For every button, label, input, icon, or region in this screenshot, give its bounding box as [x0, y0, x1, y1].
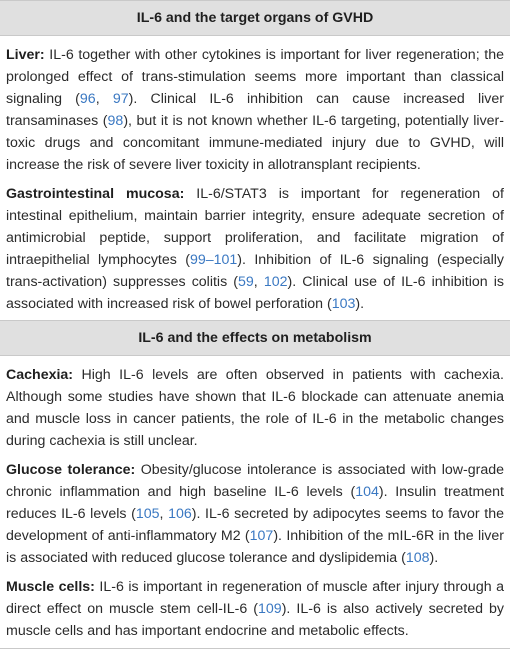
entry-body — [6, 186, 504, 312]
entry-text: ). Clinical use of IL-6 inhibition is associated with increased risk of bowel perforation ( — [6, 274, 504, 312]
reference-link[interactable]: 105 — [135, 506, 160, 522]
entry-text: IL-6/STAT3 is important for regeneration of intestinal epithelium, maintain barrier integrity, ensure adequate secretion of antimicrobial peptide, support proliferation, and facilitate migration of intraepithelial lymphocytes ( — [6, 186, 504, 268]
entry-text: ). — [355, 296, 365, 312]
entry-text: ). Insulin treatment reduces IL-6 levels ( — [6, 484, 504, 522]
section-header-gvhd: IL-6 and the target organs of GVHD — [0, 1, 510, 35]
reference-link[interactable]: 108 — [405, 550, 430, 566]
reference-link[interactable]: 59 — [238, 274, 254, 290]
entry-text: ). IL-6 secreted by adipocytes seems to favor the development of anti-inflammatory M2 ( — [6, 506, 504, 544]
entry-text: High IL-6 levels are often observed in patients with cachexia. Although some studies have shown that IL-6 blockade can attenuate anemia and muscle loss in cancer patients, the role of IL-6 in the metabolic changes during cachexia is still unclear. — [6, 367, 504, 449]
reference-link[interactable]: 96 — [79, 91, 96, 107]
reference-link[interactable]: 106 — [168, 506, 192, 522]
section-header-metabolism: IL-6 and the effects on metabolism — [0, 321, 510, 355]
entry-cachexia — [0, 356, 510, 452]
entry-text: IL-6 is important in regeneration of muscle after injury through a direct effect on muscle stem cell-IL-6 ( — [6, 579, 504, 617]
entry-text: ). Inhibition of IL-6 signaling (especially trans-activation) suppresses colitis ( — [6, 252, 504, 290]
entry-body — [6, 47, 504, 173]
entry-term: Glucose tolerance: — [6, 462, 136, 478]
reference-link[interactable]: 107 — [249, 528, 274, 544]
reference-link[interactable]: 99–101 — [189, 252, 238, 268]
entry-glucose-tolerance — [0, 452, 510, 569]
entry-term: Cachexia: — [6, 367, 74, 383]
entry-text: ). Inhibition of the mIL-6R in the liver is associated with reduced glucose tolerance and dyslipidemia ( — [6, 528, 504, 566]
entry-gastrointestinal-mucosa — [0, 176, 510, 315]
entry-text: ). — [429, 550, 439, 566]
entry-term: Liver: — [6, 47, 45, 63]
entry-body — [6, 367, 504, 449]
entry-text: , — [159, 506, 169, 522]
entry-text: , — [253, 274, 264, 290]
entry-term: Gastrointestinal mucosa: — [6, 186, 185, 202]
entry-term: Muscle cells: — [6, 579, 95, 595]
reference-link[interactable]: 102 — [263, 274, 288, 290]
reference-link[interactable]: 109 — [258, 601, 282, 617]
entry-liver — [0, 36, 510, 176]
reference-link[interactable]: 98 — [107, 113, 124, 129]
entry-text: , — [95, 91, 113, 107]
entry-muscle-cells — [0, 569, 510, 642]
reference-link[interactable]: 97 — [112, 91, 129, 107]
entry-text: Obesity/glucose intolerance is associated with low-grade chronic inflammation and high baseline IL-6 levels ( — [6, 462, 504, 500]
entry-text: ). IL-6 is also actively secreted by muscle cells and has important endocrine and metabolic effects. — [6, 601, 505, 639]
entry-text: ), but it is not known whether IL-6 targeting, potentially liver-toxic drugs and concomitant immune-mediated injury due to GVHD, will increase the risk of severe liver toxicity in allotransplant recipients. — [6, 113, 504, 173]
reference-link[interactable]: 104 — [355, 484, 379, 500]
entry-text: ). Clinical IL-6 inhibition can cause increased liver transaminases ( — [6, 91, 504, 129]
entry-text: IL-6 together with other cytokines is important for liver regeneration; the prolonged effect of trans-stimulation seems more important than classical signaling ( — [6, 47, 504, 107]
reference-link[interactable]: 103 — [331, 296, 356, 312]
